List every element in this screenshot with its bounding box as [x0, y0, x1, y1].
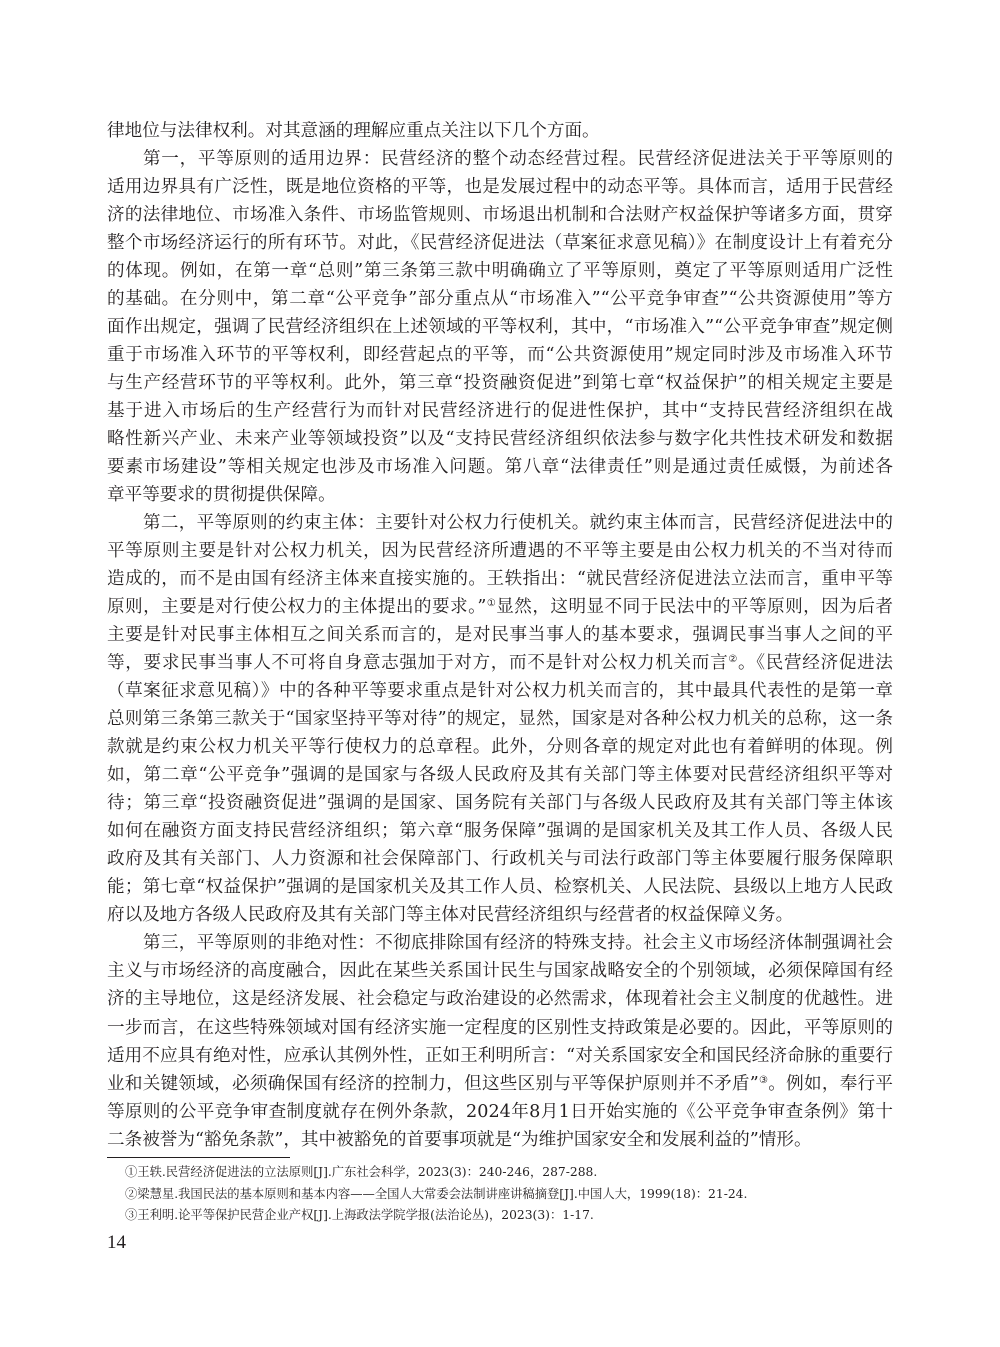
text-line — [107, 341, 893, 369]
text-line — [107, 957, 893, 985]
line-text: 一步而言，在这些特殊领域对国有经济实施一定程度的区别性支持政策是必要的。因此，平等原则的 — [107, 1017, 893, 1038]
text-line — [107, 649, 893, 677]
text-line — [107, 565, 893, 593]
text-line — [107, 733, 893, 761]
line-text: 整个市场经济运行的所有环节。对此，《民营经济促进法（草案征求意见稿）》在制度设计上有着充分 — [107, 233, 893, 254]
text-line — [107, 873, 893, 901]
line-text: 如何在融资方面支持民营经济组织；第六章“服务保障”强调的是国家机关及其工作人员、各级人民 — [107, 821, 893, 842]
line-text: 等原则的公平竞争审查制度就存在例外条款，2024年8月1日开始实施的《公平竞争审查条例》第十 — [107, 1101, 893, 1122]
line-text: 府以及地方各级人民政府及其有关部门等主体对民营经济组织与经营者的权益保障义务。 — [107, 905, 794, 926]
line-text: 适用不应具有绝对性，应承认其例外性，正如王利明所言：“对关系国家安全和国民经济命脉的重要行 — [107, 1045, 893, 1066]
line-text-continued: 。例如，奉行平 — [768, 1073, 894, 1094]
footnote-reference[interactable]: ③ — [758, 1074, 769, 1086]
line-text: 业和关键领域，必须确保国有经济的控制力，但这些区别与平等保护原则并不矛盾” — [107, 1073, 759, 1094]
footnote-reference[interactable]: ② — [728, 654, 738, 666]
text-line — [107, 929, 893, 957]
text-line — [107, 1014, 893, 1042]
text-line — [107, 173, 893, 201]
footnote-reference[interactable]: ① — [486, 598, 497, 610]
footnote: ①王轶.民营经济促进法的立法原则[J].广东社会科学，2023(3)：240-246，287-288. — [125, 1165, 598, 1179]
text-line — [107, 593, 893, 621]
line-text: 总则第三条第三款关于“国家坚持平等对待”的规定，显然，国家是对各种公权力机关的总称，这一条 — [107, 709, 893, 730]
text-line — [107, 1098, 893, 1126]
text-line — [107, 789, 893, 817]
line-text: 的体现。例如，在第一章“总则”第三条第三款中明确确立了平等原则，奠定了平等原则适用广泛性 — [107, 261, 893, 282]
line-text: 面作出规定，强调了民营经济组织在上述领域的平等权利，其中，“市场准入”“公平竞争审查”规定侧 — [107, 317, 893, 338]
line-text: 济的主导地位，这是经济发展、社会稳定与政治建设的必然需求，体现着社会主义制度的优越性。进 — [107, 989, 893, 1010]
text-line — [107, 201, 893, 229]
text-line — [107, 117, 893, 145]
line-text-continued: 。《民营经济促进法 — [738, 653, 893, 674]
line-text: 造成的，而不是由国有经济主体来直接实施的。王轶指出：“就民营经济促进法立法而言，重申平等 — [107, 569, 893, 590]
line-text: 济的法律地位、市场准入条件、市场监管规则、市场退出机制和合法财产权益保护等诸多方面，贯穿 — [107, 205, 893, 226]
line-text: 第一，平等原则的适用边界：民营经济的整个动态经营过程。民营经济促进法关于平等原则的 — [143, 149, 893, 170]
line-text: 如，第二章“公平竞争”强调的是国家与各级人民政府及其有关部门等主体要对民营经济组织平等对 — [107, 765, 893, 786]
line-text: 平等原则主要是针对公权力机关，因为民营经济所遭遇的不平等主要是由公权力机关的不当对待而 — [107, 541, 893, 562]
line-text-continued: 显然，这明显不同于民法中的平等原则，因为后者 — [496, 597, 893, 618]
line-text: 第二，平等原则的约束主体：主要针对公权力行使机关。就约束主体而言，民营经济促进法中的 — [143, 513, 893, 534]
footnote: ③王利明.论平等保护民营企业产权[J].上海政法学院学报(法治论丛)，2023(3)：1-17. — [125, 1208, 594, 1222]
text-line — [107, 621, 893, 649]
line-text: 款就是约束公权力机关平等行使权力的总章程。此外，分则各章的规定对此也有着鲜明的体现。例 — [107, 737, 893, 758]
text-line — [107, 761, 893, 789]
text-line — [107, 901, 893, 929]
footnotes — [125, 1162, 905, 1227]
text-line — [107, 705, 893, 733]
text-line — [107, 845, 893, 873]
text-line — [107, 369, 893, 397]
line-text: 原则，主要是对行使公权力的主体提出的要求。” — [107, 597, 487, 618]
line-text: 待；第三章“投资融资促进”强调的是国家、国务院有关部门与各级人民政府及其有关部门等主体该 — [107, 793, 893, 814]
text-line — [107, 817, 893, 845]
text-line — [107, 453, 893, 481]
footnote-divider — [107, 1157, 290, 1158]
line-text: 政府及其有关部门、人力资源和社会保障部门、行政机关与司法行政部门等主体要履行服务保障职 — [107, 849, 893, 870]
footnote: ②梁慧星.我国民法的基本原则和基本内容——全国人大常委会法制讲座讲稿摘登[J].中国人大，1999(18)：21-24. — [125, 1186, 748, 1201]
text-line — [107, 1042, 893, 1070]
text-line — [107, 1070, 893, 1098]
text-line — [107, 313, 893, 341]
text-line — [107, 397, 893, 425]
line-text: 的基础。在分则中，第二章“公平竞争”部分重点从“市场准入”“公平竞争审查”“公共资源使用”等方 — [107, 289, 893, 310]
line-text: 略性新兴产业、未来产业等领域投资”以及“支持民营经济组织依法参与数字化共性技术研发和数据 — [107, 429, 893, 450]
text-line — [107, 257, 893, 285]
line-text: 二条被誉为“豁免条款”，其中被豁免的首要事项就是“为维护国家安全和发展利益的”情形。 — [107, 1129, 812, 1150]
page-number: 14 — [107, 1232, 126, 1253]
line-text: 章平等要求的贯彻提供保障。 — [107, 485, 336, 506]
text-line — [107, 509, 893, 537]
line-text: 第三，平等原则的非绝对性：不彻底排除国有经济的特殊支持。社会主义市场经济体制强调社会 — [143, 933, 893, 954]
line-text: 要素市场建设”等相关规定也涉及市场准入问题。第八章“法律责任”则是通过责任威慑，为前述各 — [107, 457, 893, 478]
text-line — [107, 145, 893, 173]
line-text: （草案征求意见稿）》中的各种平等要求重点是针对公权力机关而言的，其中最具代表性的是第一章 — [107, 681, 893, 702]
text-line — [107, 1126, 893, 1154]
line-text: 律地位与法律权利。对其意涵的理解应重点关注以下几个方面。 — [107, 121, 600, 141]
line-text: 能；第七章“权益保护”强调的是国家机关及其工作人员、检察机关、人民法院、县级以上地方人民政 — [107, 877, 893, 898]
line-text: 与生产经营环节的平等权利。此外，第三章“投资融资促进”到第七章“权益保护”的相关规定主要是 — [107, 373, 893, 394]
body-text — [107, 117, 893, 1154]
text-line — [107, 425, 893, 453]
text-line — [107, 481, 893, 509]
line-text: 基于进入市场后的生产经营行为而针对民营经济进行的促进性保护，其中“支持民营经济组织在战 — [107, 401, 893, 422]
text-line — [107, 537, 893, 565]
line-text: 等，要求民事当事人不可将自身意志强加于对方，而不是针对公权力机关而言 — [107, 653, 729, 674]
line-text: 主要是针对民事主体相互之间关系而言的，是对民事当事人的基本要求，强调民事当事人之间的平 — [107, 625, 893, 646]
text-line — [107, 285, 893, 313]
line-text: 重于市场准入环节的平等权利，即经营起点的平等，而“公共资源使用”规定同时涉及市场准入环节 — [107, 345, 893, 366]
text-line — [107, 229, 893, 257]
text-line — [107, 677, 893, 705]
text-line — [107, 985, 893, 1013]
line-text: 主义与市场经济的高度融合，因此在某些关系国计民生与国家战略安全的个别领域，必须保障国有经 — [107, 961, 893, 982]
line-text: 适用边界具有广泛性，既是地位资格的平等，也是发展过程中的动态平等。具体而言，适用于民营经 — [107, 177, 893, 198]
